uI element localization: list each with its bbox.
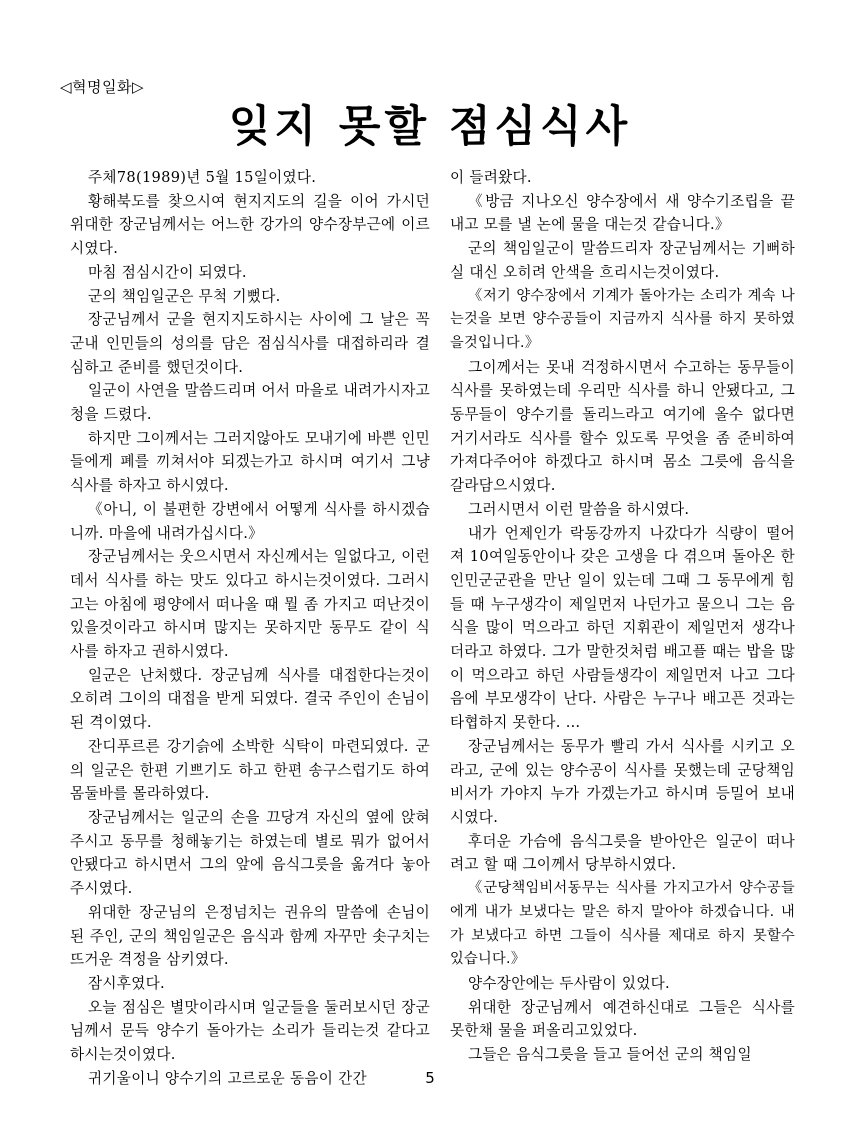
page-number: 5 <box>425 1069 435 1087</box>
paragraph: 잔디푸르른 강기슭에 소박한 식탁이 마련되였다. 군의 일군은 한편 기쁘기도 하고 한편 송구스럽기도 하여 몸둘바를 몰라하였다. <box>70 737 430 803</box>
paragraph: 《방금 지나오신 양수장에서 새 양수기조립을 끝내고 모를 낼 논에 물을 대는것 같습니다.》 <box>450 192 795 234</box>
series-label: ◁혁명일화▷ <box>60 78 145 96</box>
paragraph: 장군님께서는 웃으시면서 자신께서는 일없다고, 이런데서 식사를 하는 맛도 있다고 하시는것이였다. 그러시고는 아침에 평양에서 떠나올 때 뭘 좀 가지고 떠난것이 있을것이라고 하시며 많지는 못하지만 동무도 같이 식사를 하자고 권하시였다. <box>70 548 430 661</box>
paragraph: 일군이 사연을 말씀드리며 어서 마을로 내려가시자고 청을 드렸다. <box>70 382 430 424</box>
paragraph: 황해북도를 찾으시여 현지지도의 길을 이어 가시던 위대한 장군님께서는 어느한 강가의 양수장부근에 이르시였다. <box>70 192 430 258</box>
paragraph: 양수장안에는 두사람이 있었다. <box>468 974 670 992</box>
paragraph: 군의 책임일군은 무척 기뻤다. <box>88 287 281 305</box>
quote-paragraph: 《군당책임비서동무는 식사를 가지고가서 양수공들에게 내가 보냈다는 말은 하지 말아야 하겠습니다. 내가 보냈다고 하면 그들이 식사를 제대로 하지 못할수 있습니다.》 <box>450 880 795 968</box>
paragraph: 내가 언제인가 락동강까지 나갔다가 식량이 떨어져 10여일동안이나 갖은 고생을 다 겪으며 돌아온 한 인민군군관을 만난 일이 있는데 그때 그 동무에게 힘들 때 누구생각이 제일먼저 나던가고 물으니 그는 음식을 많이 먹으라고 하던 지휘관이 제일먼저 생각나더라고 하였다. 그가 말한것처럼 배고플 때는 밥을 많이 먹으라고 하던 사람들생각이 제일먼저 나고 그다음에 부모생각이 난다. 사람은 누구나 배고픈 것과는 타협하지 못한다. … <box>450 524 795 732</box>
paragraph: 귀기울이니 양수기의 고르로운 동음이 간간 <box>88 1069 367 1087</box>
article-title: 잊지 못할 점심식사 <box>228 102 632 152</box>
paragraph: 그러시면서 이런 말씀을 하시였다. <box>468 500 690 518</box>
quote-paragraph: 《저기 양수장에서 기계가 돌아가는 소리가 계속 나는것을 보면 양수공들이 지금까지 식사를 하지 못하였을것입니다.》 <box>450 287 795 351</box>
right-column <box>450 166 795 1067</box>
left-column <box>70 166 430 1090</box>
paragraph: 장군님께서는 동무가 빨리 가서 식사를 시키고 오라고, 군에 있는 양수공이 식사를 못했는데 군당책임비서가 가야지 누가 가겠는가고 하시며 등밀어 보내시였다. <box>450 737 795 826</box>
paragraph: 주체78(1989)년 5월 15일이였다. <box>88 169 317 186</box>
paragraph: 군의 책임일군이 말씀드리자 장군님께서는 기뻐하실 대신 오히려 안색을 흐리시는것이였다. <box>450 240 795 281</box>
paragraph: 후더운 가슴에 음식그릇을 받아안은 일군이 떠나려고 할 때 그이께서 당부하시였다. <box>450 832 795 874</box>
paragraph: 장군님께서는 일군의 손을 끄당겨 자신의 옆에 앉혀주시고 동무를 청해놓기는 하였는데 별로 뭐가 없어서 안됐다고 하시면서 그의 앞에 음식그릇을 옮겨다 놓아주시였다. <box>70 808 430 898</box>
paragraph: 마침 점심시간이 되였다. <box>88 263 247 281</box>
paragraph: 장군님께서 군을 현지지도하시는 사이에 그 날은 꼭 군내 인민들의 성의를 담은 점심식사를 대접하리라 결심하고 준비를 했던것이다. <box>70 311 430 376</box>
paragraph: 그이께서는 못내 걱정하시면서 수고하는 동무들이 식사를 못하였는데 우리만 식사를 하니 안됐다고, 그 동무들이 양수기를 돌리느라고 여기에 올수 없다면 거기서라도 식사를 할수 있도록 무엇을 좀 준비하여 가져다주어야 하겠다고 하시며 몸소 그릇에 음식을 갈라담으시였다. <box>450 358 795 495</box>
paragraph: 오늘 점심은 별맛이라시며 일군들을 둘러보시던 장군님께서 문득 양수기 돌아가는 소리가 들리는것 같다고 하시는것이였다. <box>70 998 430 1064</box>
paragraph: 그들은 음식그릇을 들고 들어선 군의 책임일 <box>468 1046 752 1064</box>
paragraph: 위대한 장군님께서 예견하신대로 그들은 식사를 못한채 물을 퍼올리고있었다. <box>450 998 795 1040</box>
paragraph: 위대한 장군님의 은정넘치는 권유의 말씀에 손님이 된 주인, 군의 책임일군은 음식과 함께 자꾸만 솟구치는 뜨거운 격정을 삼키였다. <box>70 903 430 969</box>
paragraph: 잠시후였다. <box>88 974 165 992</box>
paragraph: 하지만 그이께서는 그러지않아도 모내기에 바쁜 인민들에게 폐를 끼쳐서야 되겠는가고 하시며 여기서 그냥 식사를 하자고 하시였다. <box>70 429 430 495</box>
paragraph: 일군은 난처했다. 장군님께 식사를 대접한다는것이 오히려 그이의 대접을 받게 되였다. 결국 주인이 손님이 된 격이였다. <box>70 666 430 732</box>
paragraph: 이 들려왔다. <box>450 169 532 186</box>
paragraph: 《아니, 이 불편한 강변에서 어떻게 식사를 하시겠습니까. 마을에 내려가십시다.》 <box>70 500 430 542</box>
